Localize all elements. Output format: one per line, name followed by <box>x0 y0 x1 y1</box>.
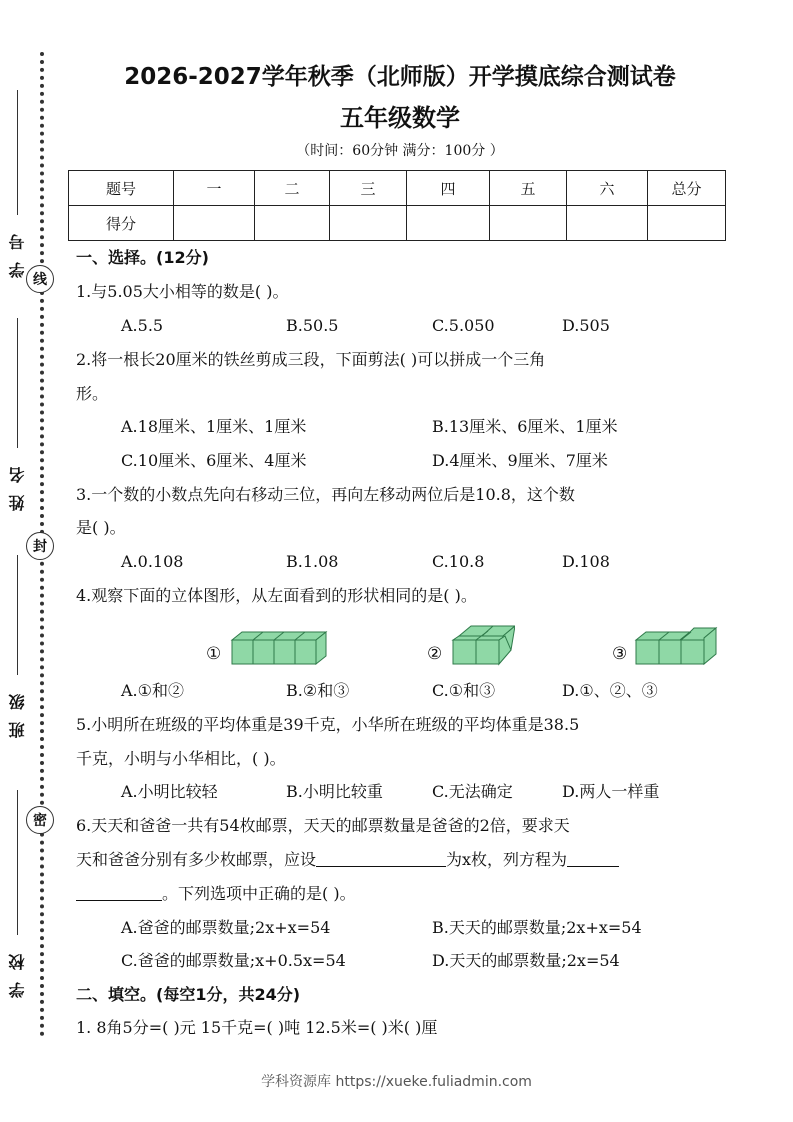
question-2-cont: 形。 <box>76 384 109 403</box>
score-table <box>68 170 726 241</box>
section-1-heading: 一、选择。(12分) <box>76 248 209 267</box>
score-cell[interactable] <box>648 206 726 241</box>
q1-option-a: A.5.5 <box>121 316 164 335</box>
q4-option-d: D.①、②、③ <box>562 681 658 700</box>
q2-option-b: B.13厘米、6厘米、1厘米 <box>432 417 618 436</box>
score-cell[interactable] <box>330 206 407 241</box>
q3-option-a: A.0.108 <box>121 552 184 571</box>
fill-question-1: 1. 8角5分=( )元 15千克=( )吨 12.5米=( )米( )厘 <box>76 1018 438 1037</box>
q4-option-c: C.①和③ <box>432 681 496 700</box>
class-line <box>17 555 18 675</box>
footer-watermark: 学科资源库 https://xueke.fuliadmin.com <box>261 1074 532 1090</box>
q2-option-a: A.18厘米、1厘米、1厘米 <box>121 417 307 436</box>
score-cell[interactable] <box>255 206 330 241</box>
school-line <box>17 790 18 935</box>
school-label: 学校 <box>8 942 27 998</box>
figure-3-label: ③ <box>612 644 628 664</box>
class-label: 班级 <box>8 682 27 738</box>
table-header-cell: 四 <box>407 171 490 206</box>
q3-option-d: D.108 <box>562 552 610 571</box>
question-4: 4.观察下面的立体图形，从左面看到的形状相同的是( )。 <box>76 586 477 605</box>
table-row-label: 得分 <box>69 206 174 241</box>
question-2: 2.将一根长20厘米的铁丝剪成三段，下面剪法( )可以拼成一个三角 <box>76 350 546 369</box>
student-id-line <box>17 90 18 215</box>
q3-option-b: B.1.08 <box>286 552 339 571</box>
q1-option-c: C.5.050 <box>432 316 495 335</box>
q4-option-b: B.②和③ <box>286 681 350 700</box>
question-6-line3 <box>76 884 356 904</box>
cube-figure-2 <box>449 622 515 666</box>
q6-option-d: D.天天的邮票数量;2x=54 <box>432 951 620 970</box>
score-cell[interactable] <box>490 206 567 241</box>
q6-text-part2: 为x枚，列方程为 <box>446 850 568 869</box>
q1-option-b: B.50.5 <box>286 316 339 335</box>
score-cell[interactable] <box>567 206 648 241</box>
table-header-cell: 六 <box>567 171 648 206</box>
score-cell[interactable] <box>174 206 255 241</box>
q6-option-c: C.爸爸的邮票数量;x+0.5x=54 <box>121 951 346 970</box>
q6-blank-equation-b[interactable] <box>76 884 162 901</box>
score-table-header-row <box>69 171 726 206</box>
seal-seal-circle: 封 <box>26 532 54 560</box>
question-3-cont: 是( )。 <box>76 518 126 537</box>
question-5-cont: 千克，小明与小华相比，( )。 <box>76 749 286 768</box>
q5-option-a: A.小明比较轻 <box>121 782 218 801</box>
question-6-line2 <box>76 850 619 870</box>
table-header-cell: 二 <box>255 171 330 206</box>
name-line <box>17 318 18 448</box>
q2-option-d: D.4厘米、9厘米、7厘米 <box>432 451 608 470</box>
exam-title: 2026-2027学年秋季（北师版）开学摸底综合测试卷 <box>124 64 676 90</box>
q6-option-a: A.爸爸的邮票数量;2x+x=54 <box>121 918 331 937</box>
name-label: 姓名 <box>8 455 27 511</box>
q3-option-c: C.10.8 <box>432 552 485 571</box>
question-6: 6.天天和爸爸一共有54枚邮票，天天的邮票数量是爸爸的2倍，要求天 <box>76 816 570 835</box>
seal-secret-circle: 密 <box>26 806 54 834</box>
exam-info: （时间：60分钟 满分：100分 ） <box>296 143 504 159</box>
question-5: 5.小明所在班级的平均体重是39千克，小华所在班级的平均体重是38.5 <box>76 715 580 734</box>
q5-option-d: D.两人一样重 <box>562 782 660 801</box>
q4-option-a: A.①和② <box>121 681 184 700</box>
table-header-cell: 三 <box>330 171 407 206</box>
cube-figure-1 <box>228 630 332 666</box>
q6-blank-equation-a[interactable] <box>567 850 619 867</box>
cube-figure-3 <box>634 624 720 666</box>
question-1: 1.与5.05大小相等的数是( )。 <box>76 282 289 301</box>
exam-subtitle: 五年级数学 <box>340 104 460 132</box>
student-id-label: 学号 <box>8 222 27 278</box>
table-header-cell: 一 <box>174 171 255 206</box>
q6-blank-variable[interactable] <box>316 850 446 867</box>
q6-text-part3: 。下列选项中正确的是( )。 <box>162 884 356 903</box>
q2-option-c: C.10厘米、6厘米、4厘米 <box>121 451 307 470</box>
question-3: 3.一个数的小数点先向右移动三位，再向左移动两位后是10.8，这个数 <box>76 485 575 504</box>
q5-option-c: C.无法确定 <box>432 782 513 801</box>
table-header-cell: 题号 <box>69 171 174 206</box>
seal-line-circle: 线 <box>26 265 54 293</box>
q1-option-d: D.505 <box>562 316 610 335</box>
q6-text-part1: 天和爸爸分别有多少枚邮票，应设 <box>76 850 317 869</box>
figure-1-label: ① <box>206 644 222 664</box>
section-2-heading: 二、填空。(每空1分，共24分) <box>76 985 301 1004</box>
q5-option-b: B.小明比较重 <box>286 782 383 801</box>
q6-option-b: B.天天的邮票数量;2x+x=54 <box>432 918 642 937</box>
score-cell[interactable] <box>407 206 490 241</box>
table-header-cell: 总分 <box>648 171 726 206</box>
table-header-cell: 五 <box>490 171 567 206</box>
score-table-score-row <box>69 206 726 241</box>
figure-2-label: ② <box>427 644 443 664</box>
